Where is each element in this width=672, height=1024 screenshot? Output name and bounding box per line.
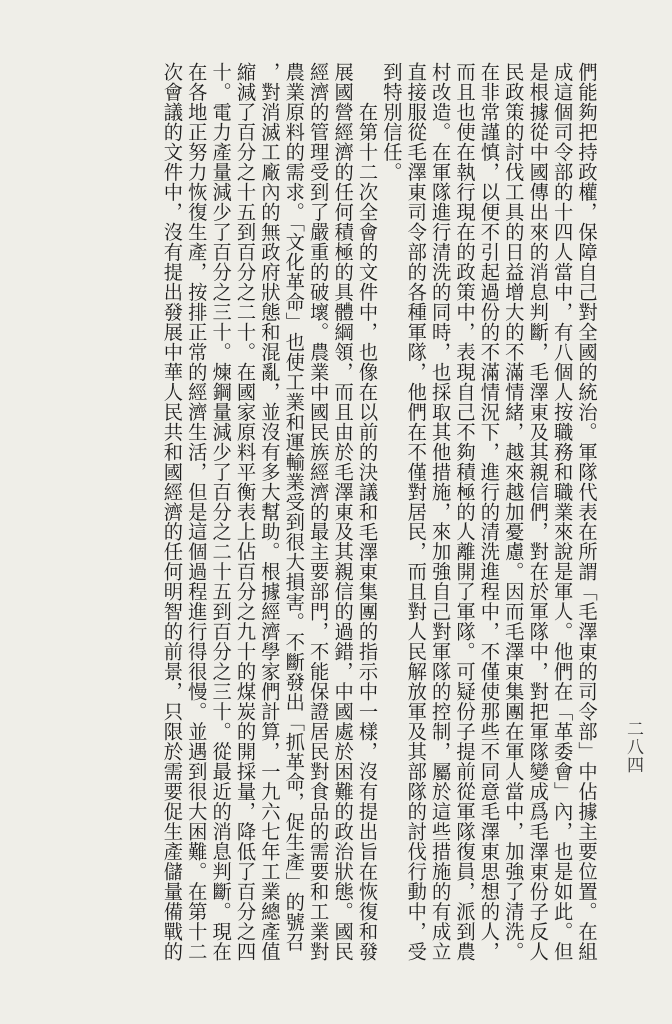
text-column: 十。電力產量減少了百分之三十。煉鋼量減少了百分之二十五到百分之三十。從最近的消息判斷。現在 [209, 62, 233, 962]
text-column: 展國營經濟的任何積極的具體綱領，而且由於毛澤東及其親信的過錯，中國處於困難的政治狀態。國民 [331, 62, 355, 962]
text-column: 次會議的文件中，沒有提出發展中華人民共和國經濟的任何明智的前景，只限於需要促生產儲量備戰的 [160, 62, 184, 962]
text-column: 到特別信任。 [379, 62, 403, 182]
text-column: 在非常謹慎，以便不引起過份的不滿情況下，進行的清洗進程中，不僅使那些不同意毛澤東思想的人， [477, 62, 501, 962]
text-column: 經濟的管理受到了嚴重的破壞。農業中國民族經濟的最主要部門，不能保證居民對食品的需要和工業對 [306, 62, 330, 962]
text-column: 而且也使在執行現在的政策中，表現自己不夠積極的人離開了軍隊。可疑份子提前從軍隊復員，派到農 [453, 62, 477, 962]
text-column: 們能夠把持政權，保障自己對全國的統治。軍隊代表在所謂「毛澤東的司令部」中佔據主要位置。在組 [575, 62, 598, 962]
text-column: ，對消滅工廠內的無政府狀態和混亂，並沒有多大幫助。根據經濟學家們計算，一九六七年工業總產值 [257, 62, 281, 962]
page-number: 二八四 [623, 720, 643, 774]
text-column: 農業原料的需求。「文化革命」也使工業和運輸業受到很大損害。不斷發出「抓革命，促生產」的號召 [282, 62, 306, 952]
text-column: 民政策的討伐工具的日益增大的不滿情緒，越來越加憂慮。因而毛澤東集團在軍人當中，加強了清洗。 [501, 62, 525, 962]
text-column: 是根據從中國傳出來的消息判斷，毛澤東及其親信們，對在於軍隊中，對把軍隊變成爲毛澤東份子反人 [526, 62, 550, 962]
text-column: 村改造。在軍隊進行清洗的同時，也採取其他措施，來加強自己對軍隊的控制，屬於這些措施的有成立 [428, 62, 452, 962]
vertical-text-block [58, 62, 598, 972]
text-column: 直接服從毛澤東司令部的各種軍隊，他們在不僅對居民，而且對人民解放軍及其部隊的討伐行動中，受 [404, 62, 428, 962]
text-column: 縮減了百分之十五到百分之二十。在國家原料平衡表上佔百分之九十的煤炭的開採量，降低了百分之四 [233, 62, 257, 962]
text-column: 成這個司令部的十四人當中，有八個人按職務和職業來說是軍人。他們在「革委會」內，也是如此。但 [550, 62, 574, 962]
text-column: 在第十二次全會的文件中，也像在以前的決議和毛澤東集團的指示中一樣，沒有提出旨在恢復和發 [355, 102, 379, 962]
text-column: 在各地正努力恢復生產，按排正常的經濟生活，但是這個過程進行得很慢。並遇到很大困難。在第十二 [184, 62, 208, 962]
